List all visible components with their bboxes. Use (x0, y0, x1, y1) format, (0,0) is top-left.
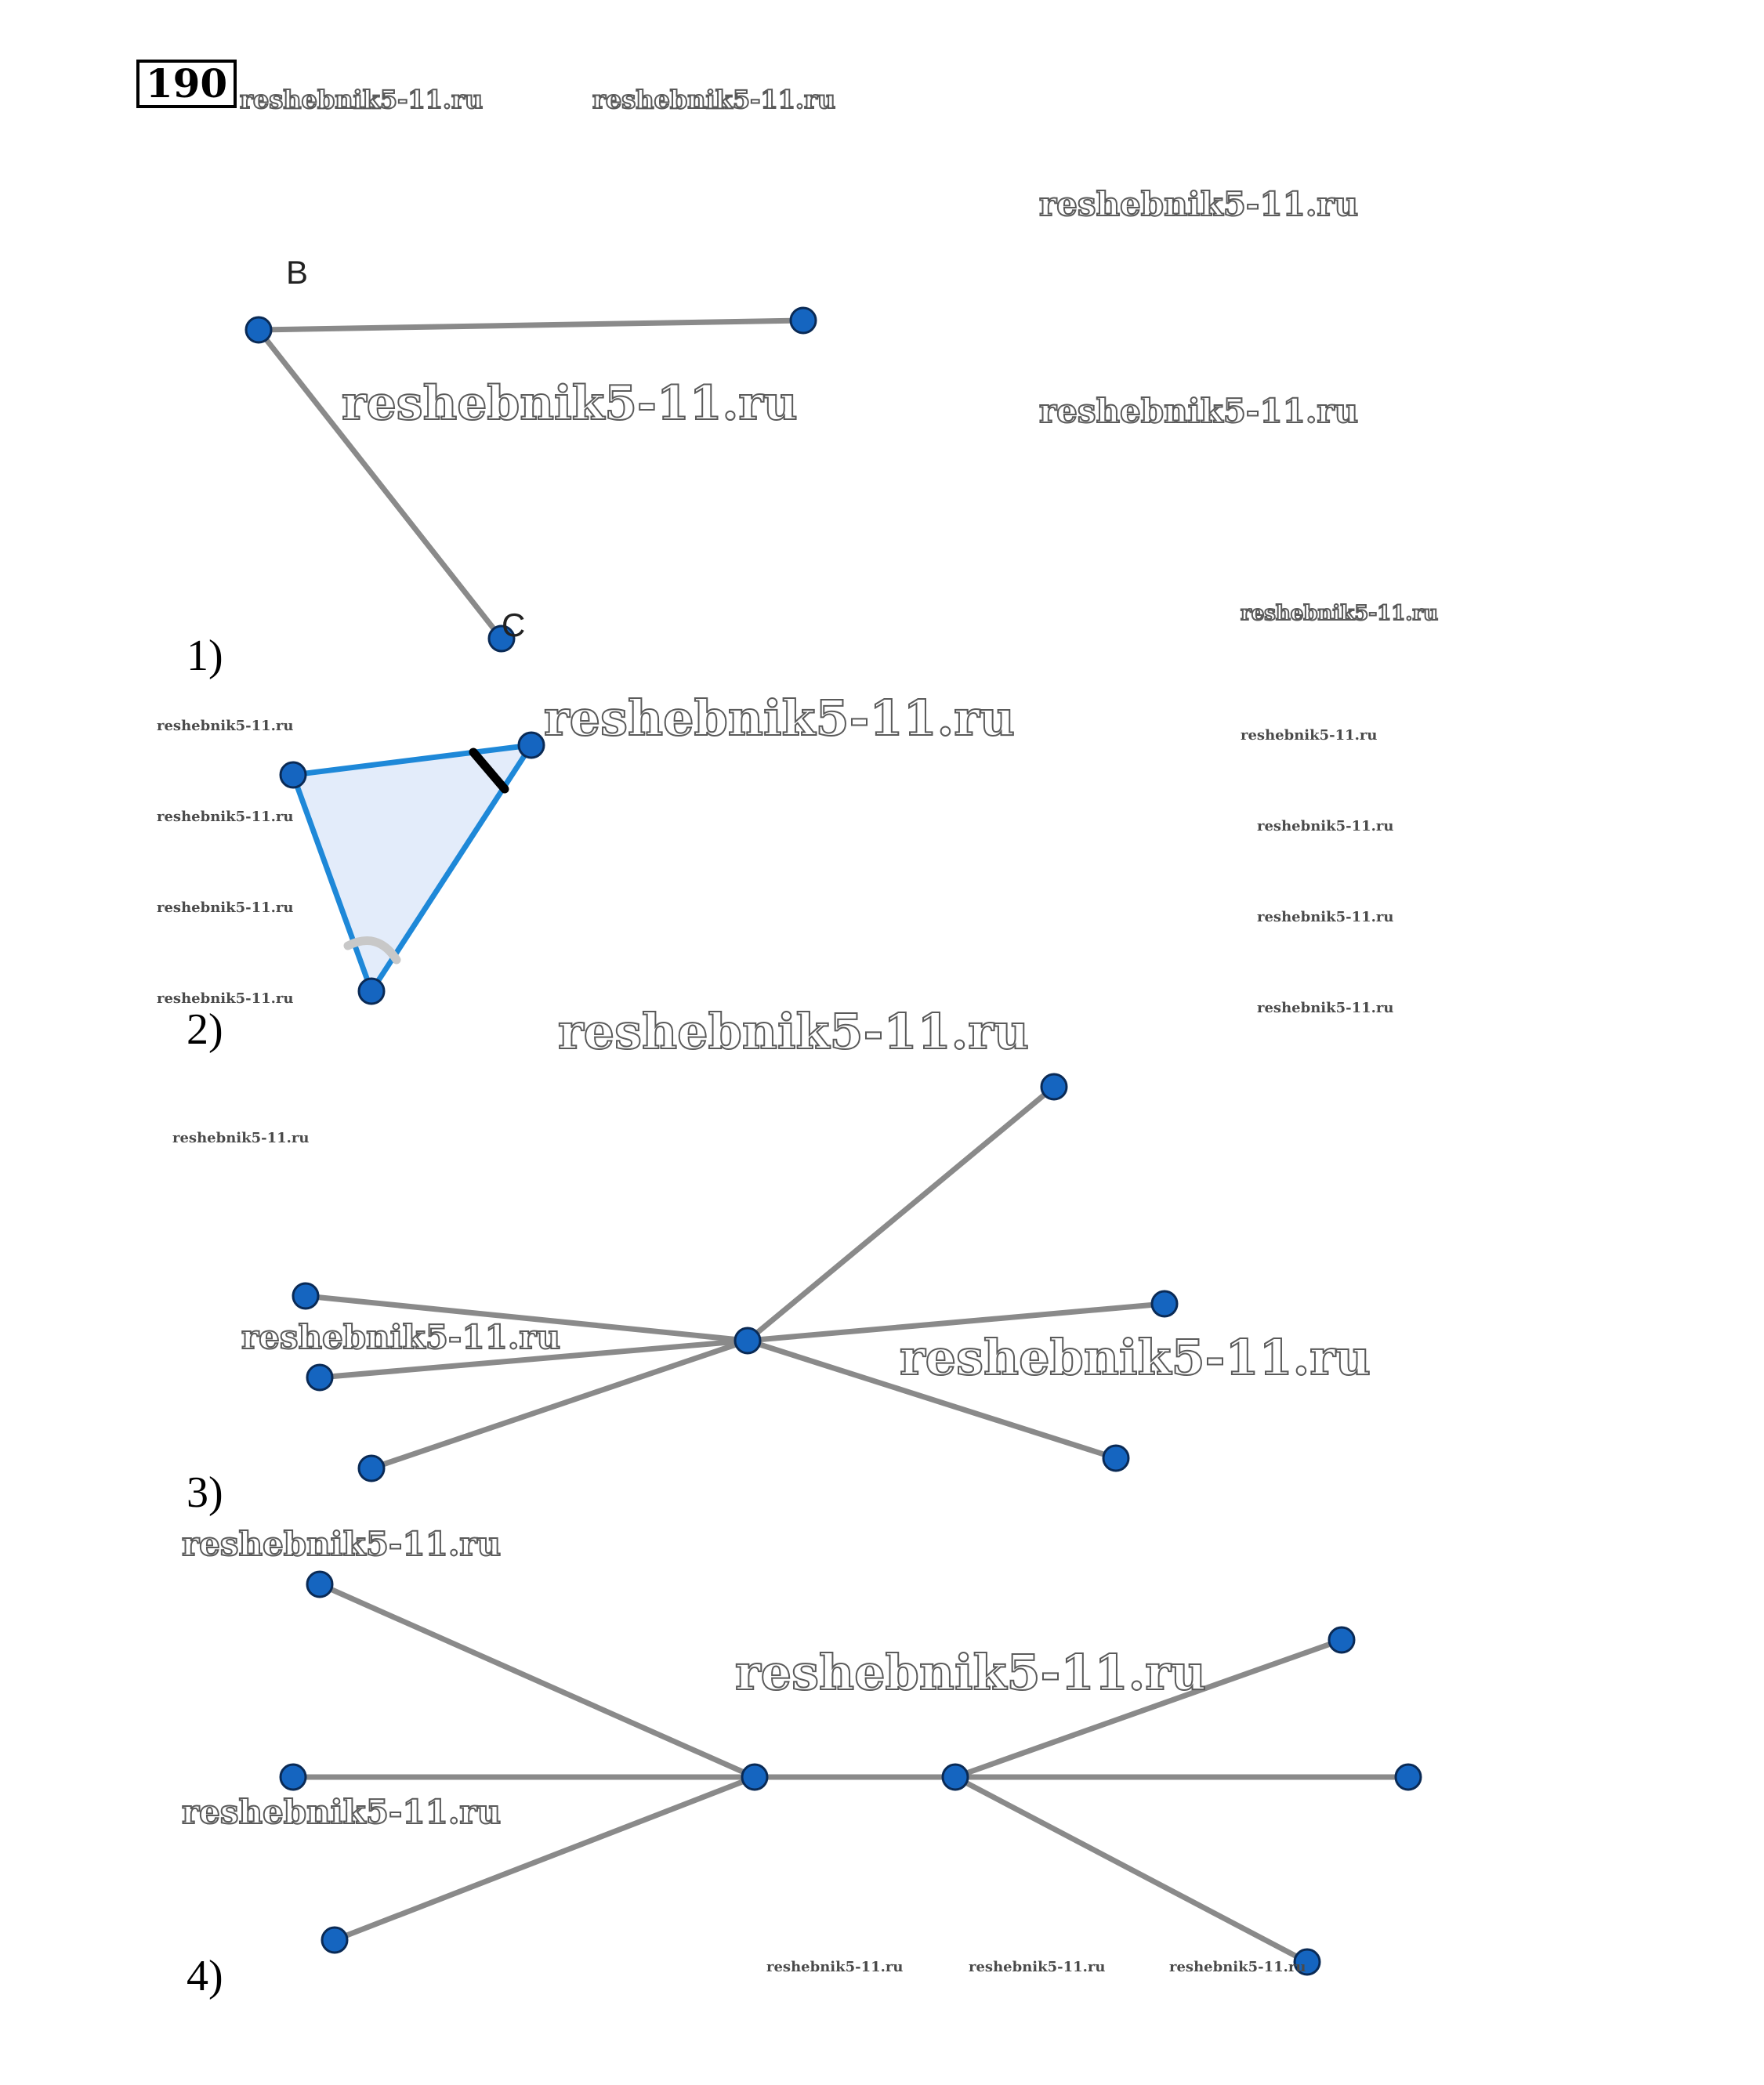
triangle-vertex-right (519, 733, 544, 758)
ray-3-4 (748, 1087, 1054, 1341)
watermark: reshebnik5-11.ru (182, 1525, 502, 1563)
point-4-l3 (322, 1928, 347, 1953)
point-3-center (735, 1328, 760, 1353)
watermark: reshebnik5-11.ru (544, 690, 1015, 747)
problem-number: 190 (136, 60, 237, 108)
point-3-1 (293, 1283, 318, 1309)
point-ray-end (791, 308, 816, 333)
watermark: reshebnik5-11.ru (1257, 909, 1394, 925)
watermark: reshebnik5-11.ru (558, 1003, 1029, 1060)
watermark: reshebnik5-11.ru (735, 1644, 1206, 1701)
ray-b-right (259, 320, 803, 330)
point-3-2 (307, 1365, 332, 1390)
figure-3-star (293, 1074, 1177, 1481)
watermark: reshebnik5-11.ru (1257, 1000, 1394, 1016)
point-3-5 (1152, 1291, 1177, 1316)
watermark: reshebnik5-11.ru (1241, 602, 1439, 625)
triangle-vertex-left (281, 762, 306, 787)
point-4-center-right (943, 1765, 968, 1790)
figure-1-angle (246, 254, 816, 651)
watermark: reshebnik5-11.ru (157, 718, 294, 734)
watermark: reshebnik5-11.ru (1169, 1959, 1306, 1975)
ray-4-r3 (955, 1777, 1307, 1962)
point-3-6 (1103, 1446, 1128, 1471)
point-4-r1 (1329, 1627, 1354, 1652)
point-3-3 (359, 1456, 384, 1481)
watermark: reshebnik5-11.ru (157, 900, 294, 916)
label-c: C (502, 606, 526, 643)
point-4-l1 (307, 1572, 332, 1597)
watermark: reshebnik5-11.ru (969, 1959, 1106, 1975)
watermark: reshebnik5-11.ru (1257, 818, 1394, 834)
watermark: reshebnik5-11.ru (172, 1130, 310, 1146)
part-label-2: 2) (187, 1005, 223, 1054)
watermark: reshebnik5-11.ru (182, 1793, 502, 1831)
point-4-r2 (1396, 1765, 1421, 1790)
watermark: reshebnik5-11.ru (766, 1959, 904, 1975)
watermark: reshebnik5-11.ru (592, 85, 836, 114)
figure-2-triangle (281, 733, 544, 1004)
triangle-vertex-bottom (359, 979, 384, 1004)
watermark: reshebnik5-11.ru (1039, 185, 1359, 223)
point-b (246, 317, 271, 342)
watermark: reshebnik5-11.ru (241, 1318, 561, 1356)
watermark: reshebnik5-11.ru (342, 376, 798, 431)
ray-4-l1 (320, 1584, 755, 1777)
part-label-1: 1) (187, 632, 223, 680)
watermark: reshebnik5-11.ru (1039, 392, 1359, 430)
watermark: reshebnik5-11.ru (157, 809, 294, 825)
part-label-3: 3) (187, 1468, 223, 1517)
point-4-center-left (742, 1765, 767, 1790)
part-label-4: 4) (187, 1952, 223, 2000)
label-b: B (286, 254, 309, 291)
watermark: reshebnik5-11.ru (1241, 727, 1378, 744)
watermark: reshebnik5-11.ru (240, 85, 484, 114)
point-3-4 (1041, 1074, 1067, 1099)
watermark: reshebnik5-11.ru (900, 1329, 1371, 1386)
point-4-l2 (281, 1765, 306, 1790)
ray-3-3 (371, 1341, 748, 1468)
watermark: reshebnik5-11.ru (157, 990, 294, 1007)
figure-4-double-star (281, 1572, 1421, 1975)
